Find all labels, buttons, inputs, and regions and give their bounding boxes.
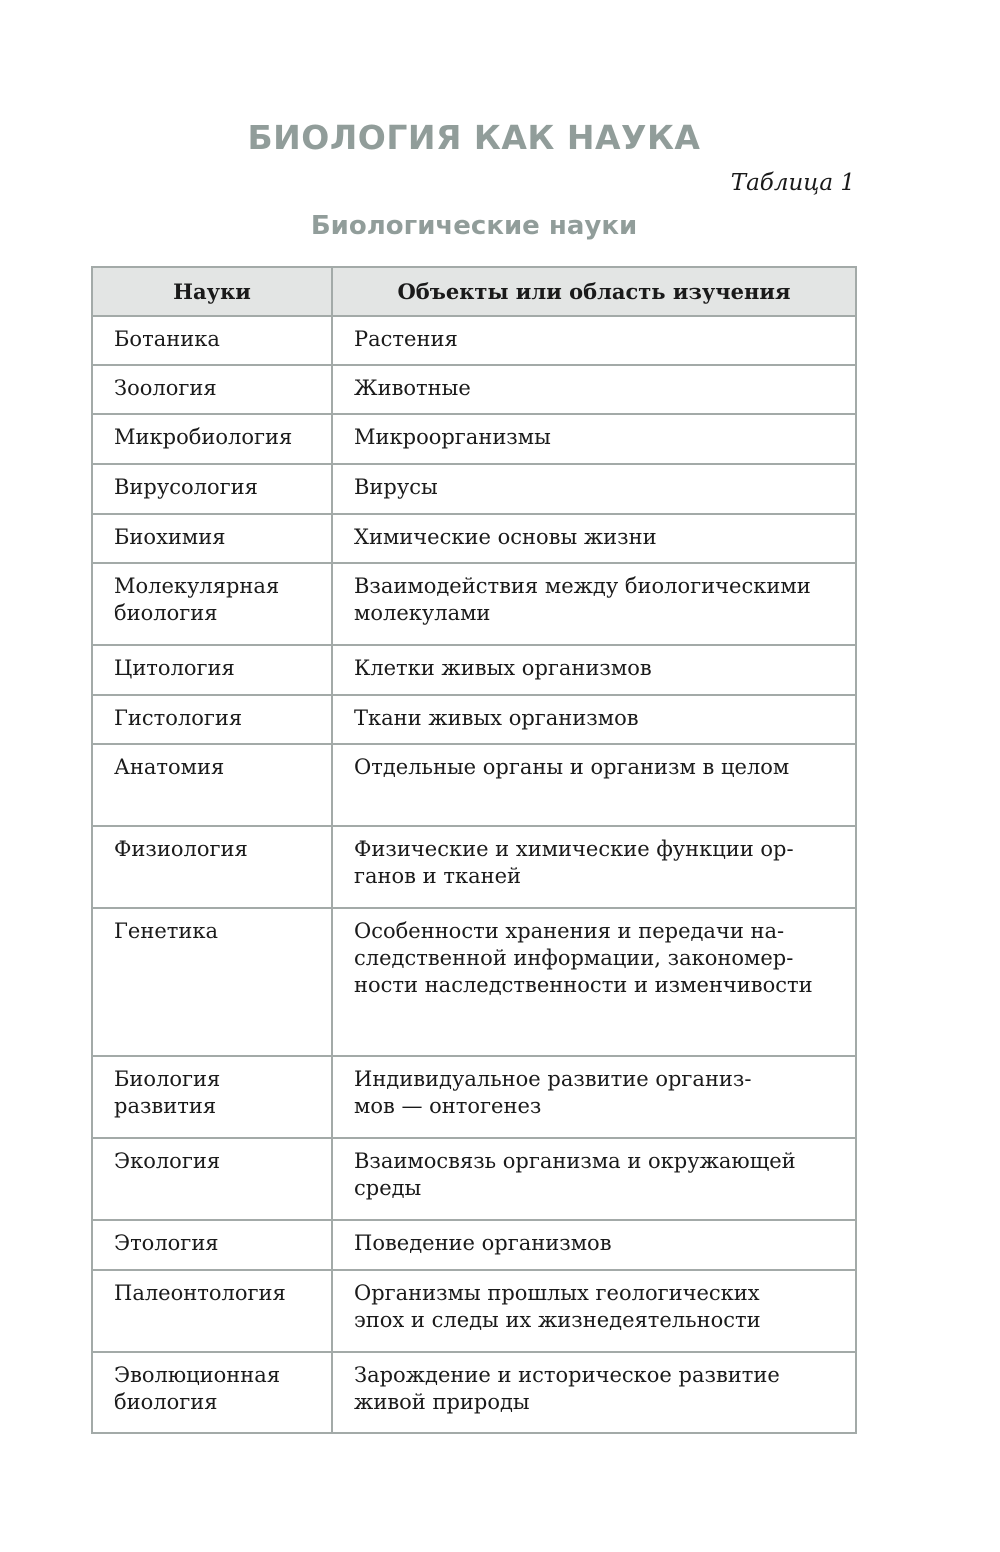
table-row [92, 1056, 856, 1138]
science-cell: Микробиология [92, 414, 332, 464]
table-row [92, 414, 856, 464]
object-cell: Микроорганизмы [332, 414, 856, 464]
science-cell: Вирусология [92, 464, 332, 514]
science-cell: Ботаника [92, 316, 332, 365]
object-cell: Особенности хранения и передачи на- следственной информации, закономер- ности наследственности и изменчивости [332, 908, 856, 1056]
object-cell: Вирусы [332, 464, 856, 514]
object-cell: Клетки живых организмов [332, 645, 856, 695]
object-cell: Растения [332, 316, 856, 365]
table-row [92, 1220, 856, 1270]
object-cell: Химические основы жизни [332, 514, 856, 563]
science-cell: Биология развития [92, 1056, 332, 1138]
object-cell: Взаимосвязь организма и окружающей среды [332, 1138, 856, 1220]
table-row [92, 1352, 856, 1433]
science-cell: Экология [92, 1138, 332, 1220]
object-cell: Поведение организмов [332, 1220, 856, 1270]
science-cell: Этология [92, 1220, 332, 1270]
science-cell: Эволюционная биология [92, 1352, 332, 1433]
table-row [92, 826, 856, 908]
table-row [92, 365, 856, 414]
science-cell: Зоология [92, 365, 332, 414]
object-cell: Индивидуальное развитие организ- мов — онтогенез [332, 1056, 856, 1138]
object-cell: Взаимодействия между биологическими молекулами [332, 563, 856, 645]
science-cell: Цитология [92, 645, 332, 695]
table-row [92, 695, 856, 744]
table-row [92, 744, 856, 826]
science-cell: Физиология [92, 826, 332, 908]
object-cell: Организмы прошлых геологических эпох и следы их жизнедеятельности [332, 1270, 856, 1352]
science-cell: Биохимия [92, 514, 332, 563]
object-cell: Физические и химические функции ор- ганов и тканей [332, 826, 856, 908]
object-cell: Отдельные органы и организм в целом [332, 744, 856, 826]
table-row [92, 645, 856, 695]
table-row [92, 563, 856, 645]
science-cell: Анатомия [92, 744, 332, 826]
header-objects: Объекты или область изучения [332, 267, 856, 316]
object-cell: Ткани живых организмов [332, 695, 856, 744]
science-cell: Генетика [92, 908, 332, 1056]
page-title: БИОЛОГИЯ КАК НАУКА [247, 118, 701, 157]
table-row [92, 464, 856, 514]
table-number: Таблица 1 [730, 170, 855, 196]
science-cell: Гистология [92, 695, 332, 744]
object-cell: Зарождение и историческое развитие живой природы [332, 1352, 856, 1433]
science-cell: Молекулярная биология [92, 563, 332, 645]
sciences-table [91, 266, 857, 1434]
science-cell: Палеонтология [92, 1270, 332, 1352]
table-title: Биологические науки [310, 211, 638, 241]
table-row [92, 908, 856, 1056]
table-row [92, 514, 856, 563]
table-row [92, 1138, 856, 1220]
header-sciences: Науки [92, 267, 332, 316]
table-header-row [92, 267, 856, 316]
table-row [92, 1270, 856, 1352]
object-cell: Животные [332, 365, 856, 414]
table-row [92, 316, 856, 365]
